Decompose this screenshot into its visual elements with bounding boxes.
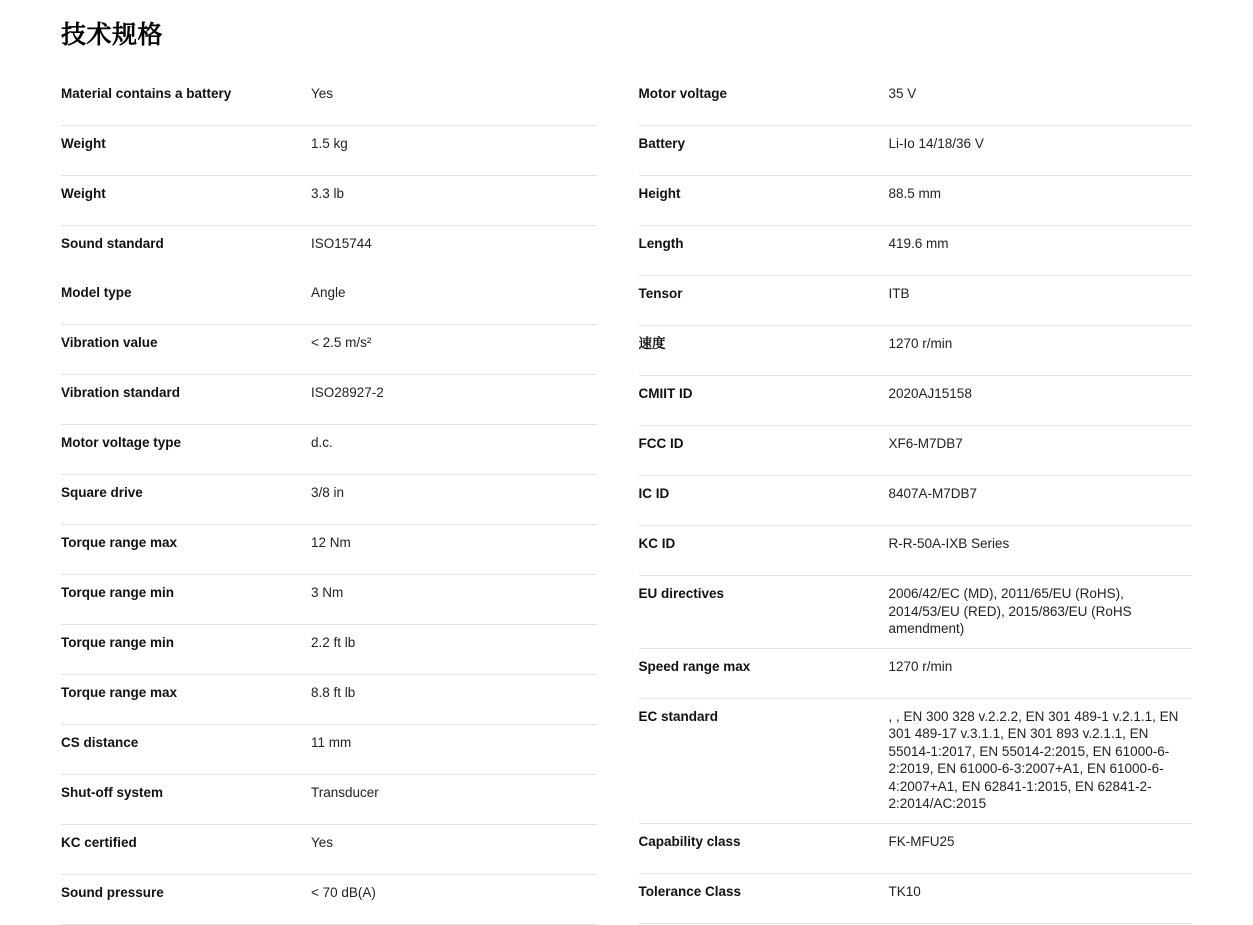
table-row — [639, 426, 1193, 476]
spec-label: Torque range max — [61, 535, 178, 550]
table-row — [639, 126, 1193, 176]
table-row — [639, 576, 1193, 649]
spec-value: Yes — [311, 86, 334, 101]
spec-value: 8.8 ft lb — [311, 685, 356, 700]
table-row — [639, 176, 1193, 226]
spec-label: Height — [638, 186, 681, 201]
spec-value: 8407A-M7DB7 — [888, 486, 978, 501]
spec-label: Motor voltage — [638, 86, 728, 101]
spec-label: Length — [638, 236, 684, 251]
table-row — [639, 649, 1193, 699]
table-row — [639, 376, 1193, 426]
spec-label: Weight — [61, 136, 106, 151]
spec-value: 1.5 kg — [311, 136, 348, 151]
spec-value: d.c. — [311, 435, 333, 450]
table-row — [61, 625, 597, 675]
table-row — [61, 575, 597, 625]
table-row — [639, 824, 1193, 874]
spec-value: ISO15744 — [311, 236, 372, 251]
spec-label: Sound pressure — [61, 885, 164, 900]
spec-label: FCC ID — [638, 436, 684, 451]
table-row — [61, 875, 597, 925]
spec-value: 11 mm — [311, 735, 352, 750]
spec-value: ISO28927-2 — [311, 385, 384, 400]
spec-value: R-R-50A-IXB Series — [888, 536, 1010, 551]
spec-label: 速度 — [638, 336, 666, 351]
spec-label: Capability class — [638, 833, 741, 849]
spec-label: Vibration standard — [61, 385, 181, 400]
table-row — [639, 526, 1193, 576]
spec-value: 2006/42/EC (MD), 2011/65/EU (RoHS), 2014/53/EU (RED), 2015/863/EU (RoHS amendment) — [888, 586, 1132, 636]
spec-label: KC certified — [61, 835, 137, 850]
table-row — [639, 874, 1193, 924]
page-title: 技术规格 — [61, 21, 164, 49]
spec-value: Transducer — [311, 785, 379, 800]
table-row — [61, 775, 597, 825]
spec-value: 3 Nm — [311, 585, 344, 600]
spec-label: Tolerance Class — [638, 883, 742, 899]
spec-label: Square drive — [61, 485, 143, 500]
table-row — [61, 226, 597, 275]
spec-value: ITB — [888, 286, 910, 301]
spec-label: IC ID — [638, 486, 670, 501]
spec-label: EC standard — [638, 708, 719, 724]
table-row — [61, 675, 597, 725]
spec-label: Battery — [638, 136, 686, 151]
spec-value: 3.3 lb — [311, 186, 345, 201]
spec-label: CMIIT ID — [638, 386, 693, 401]
spec-label: Sound standard — [61, 236, 164, 251]
spec-label: Torque range max — [61, 685, 178, 700]
spec-label: KC ID — [638, 536, 676, 551]
specifications-columns — [30, 76, 1223, 925]
table-row — [639, 476, 1193, 526]
spec-label: Torque range min — [61, 585, 175, 600]
spec-label: Motor voltage type — [61, 435, 182, 450]
table-row — [61, 825, 597, 875]
spec-label: CS distance — [61, 735, 139, 750]
spec-label: Torque range min — [61, 635, 175, 650]
spec-value: < 70 dB(A) — [311, 885, 376, 900]
spec-value: 1270 r/min — [888, 336, 953, 351]
spec-value: FK-MFU25 — [888, 833, 955, 849]
table-row — [61, 176, 597, 226]
spec-value: 2020AJ15158 — [888, 386, 972, 401]
specifications-column-left — [61, 76, 627, 925]
table-row — [61, 375, 597, 425]
spec-value: 88.5 mm — [888, 186, 942, 201]
spec-value: Angle — [311, 285, 346, 300]
spec-label: Material contains a battery — [61, 86, 232, 101]
spec-label: Model type — [61, 285, 132, 300]
spec-value: TK10 — [888, 883, 921, 899]
table-row — [639, 326, 1193, 376]
table-row — [61, 725, 597, 775]
spec-value: , , EN 300 328 v.2.2.2, EN 301 489-1 v.2.1.1, EN 301 489-17 v.3.1.1, EN 301 893 v.2.1.1, EN 55014-1:2017, EN 55014-2:2015, EN 61000-6-2:2019, EN 61000-6-3:2007+A1, EN 61000-6-4:2007+A1, EN 62841-1:2015, EN 62841-2-2:2014/AC:2015 — [888, 708, 1179, 811]
table-row — [639, 226, 1193, 276]
spec-value: Yes — [311, 835, 334, 850]
spec-label: Vibration value — [61, 335, 158, 350]
table-row — [61, 76, 597, 126]
spec-value: Li-Io 14/18/36 V — [888, 136, 984, 151]
table-row — [61, 126, 597, 176]
spec-label: Tensor — [638, 286, 683, 301]
spec-value: XF6-M7DB7 — [888, 436, 963, 451]
spec-value: 1270 r/min — [888, 658, 953, 674]
specifications-column-right — [627, 76, 1193, 925]
table-row — [61, 425, 597, 475]
table-row — [61, 275, 597, 325]
table-row — [61, 475, 597, 525]
spec-label: Weight — [61, 186, 106, 201]
spec-value: < 2.5 m/s² — [311, 335, 372, 350]
table-row — [639, 76, 1193, 126]
spec-value: 2.2 ft lb — [311, 635, 356, 650]
spec-value: 12 Nm — [311, 535, 351, 550]
spec-label: Shut-off system — [61, 785, 164, 800]
spec-value: 35 V — [888, 86, 917, 101]
spec-label: Speed range max — [638, 658, 751, 674]
spec-label: EU directives — [638, 586, 725, 601]
table-row — [639, 276, 1193, 326]
table-row — [61, 525, 597, 575]
spec-value: 419.6 mm — [888, 236, 949, 251]
table-row — [639, 699, 1193, 824]
spec-value: 3/8 in — [311, 485, 345, 500]
table-row — [61, 325, 597, 375]
technical-specifications-page — [0, 18, 1253, 920]
